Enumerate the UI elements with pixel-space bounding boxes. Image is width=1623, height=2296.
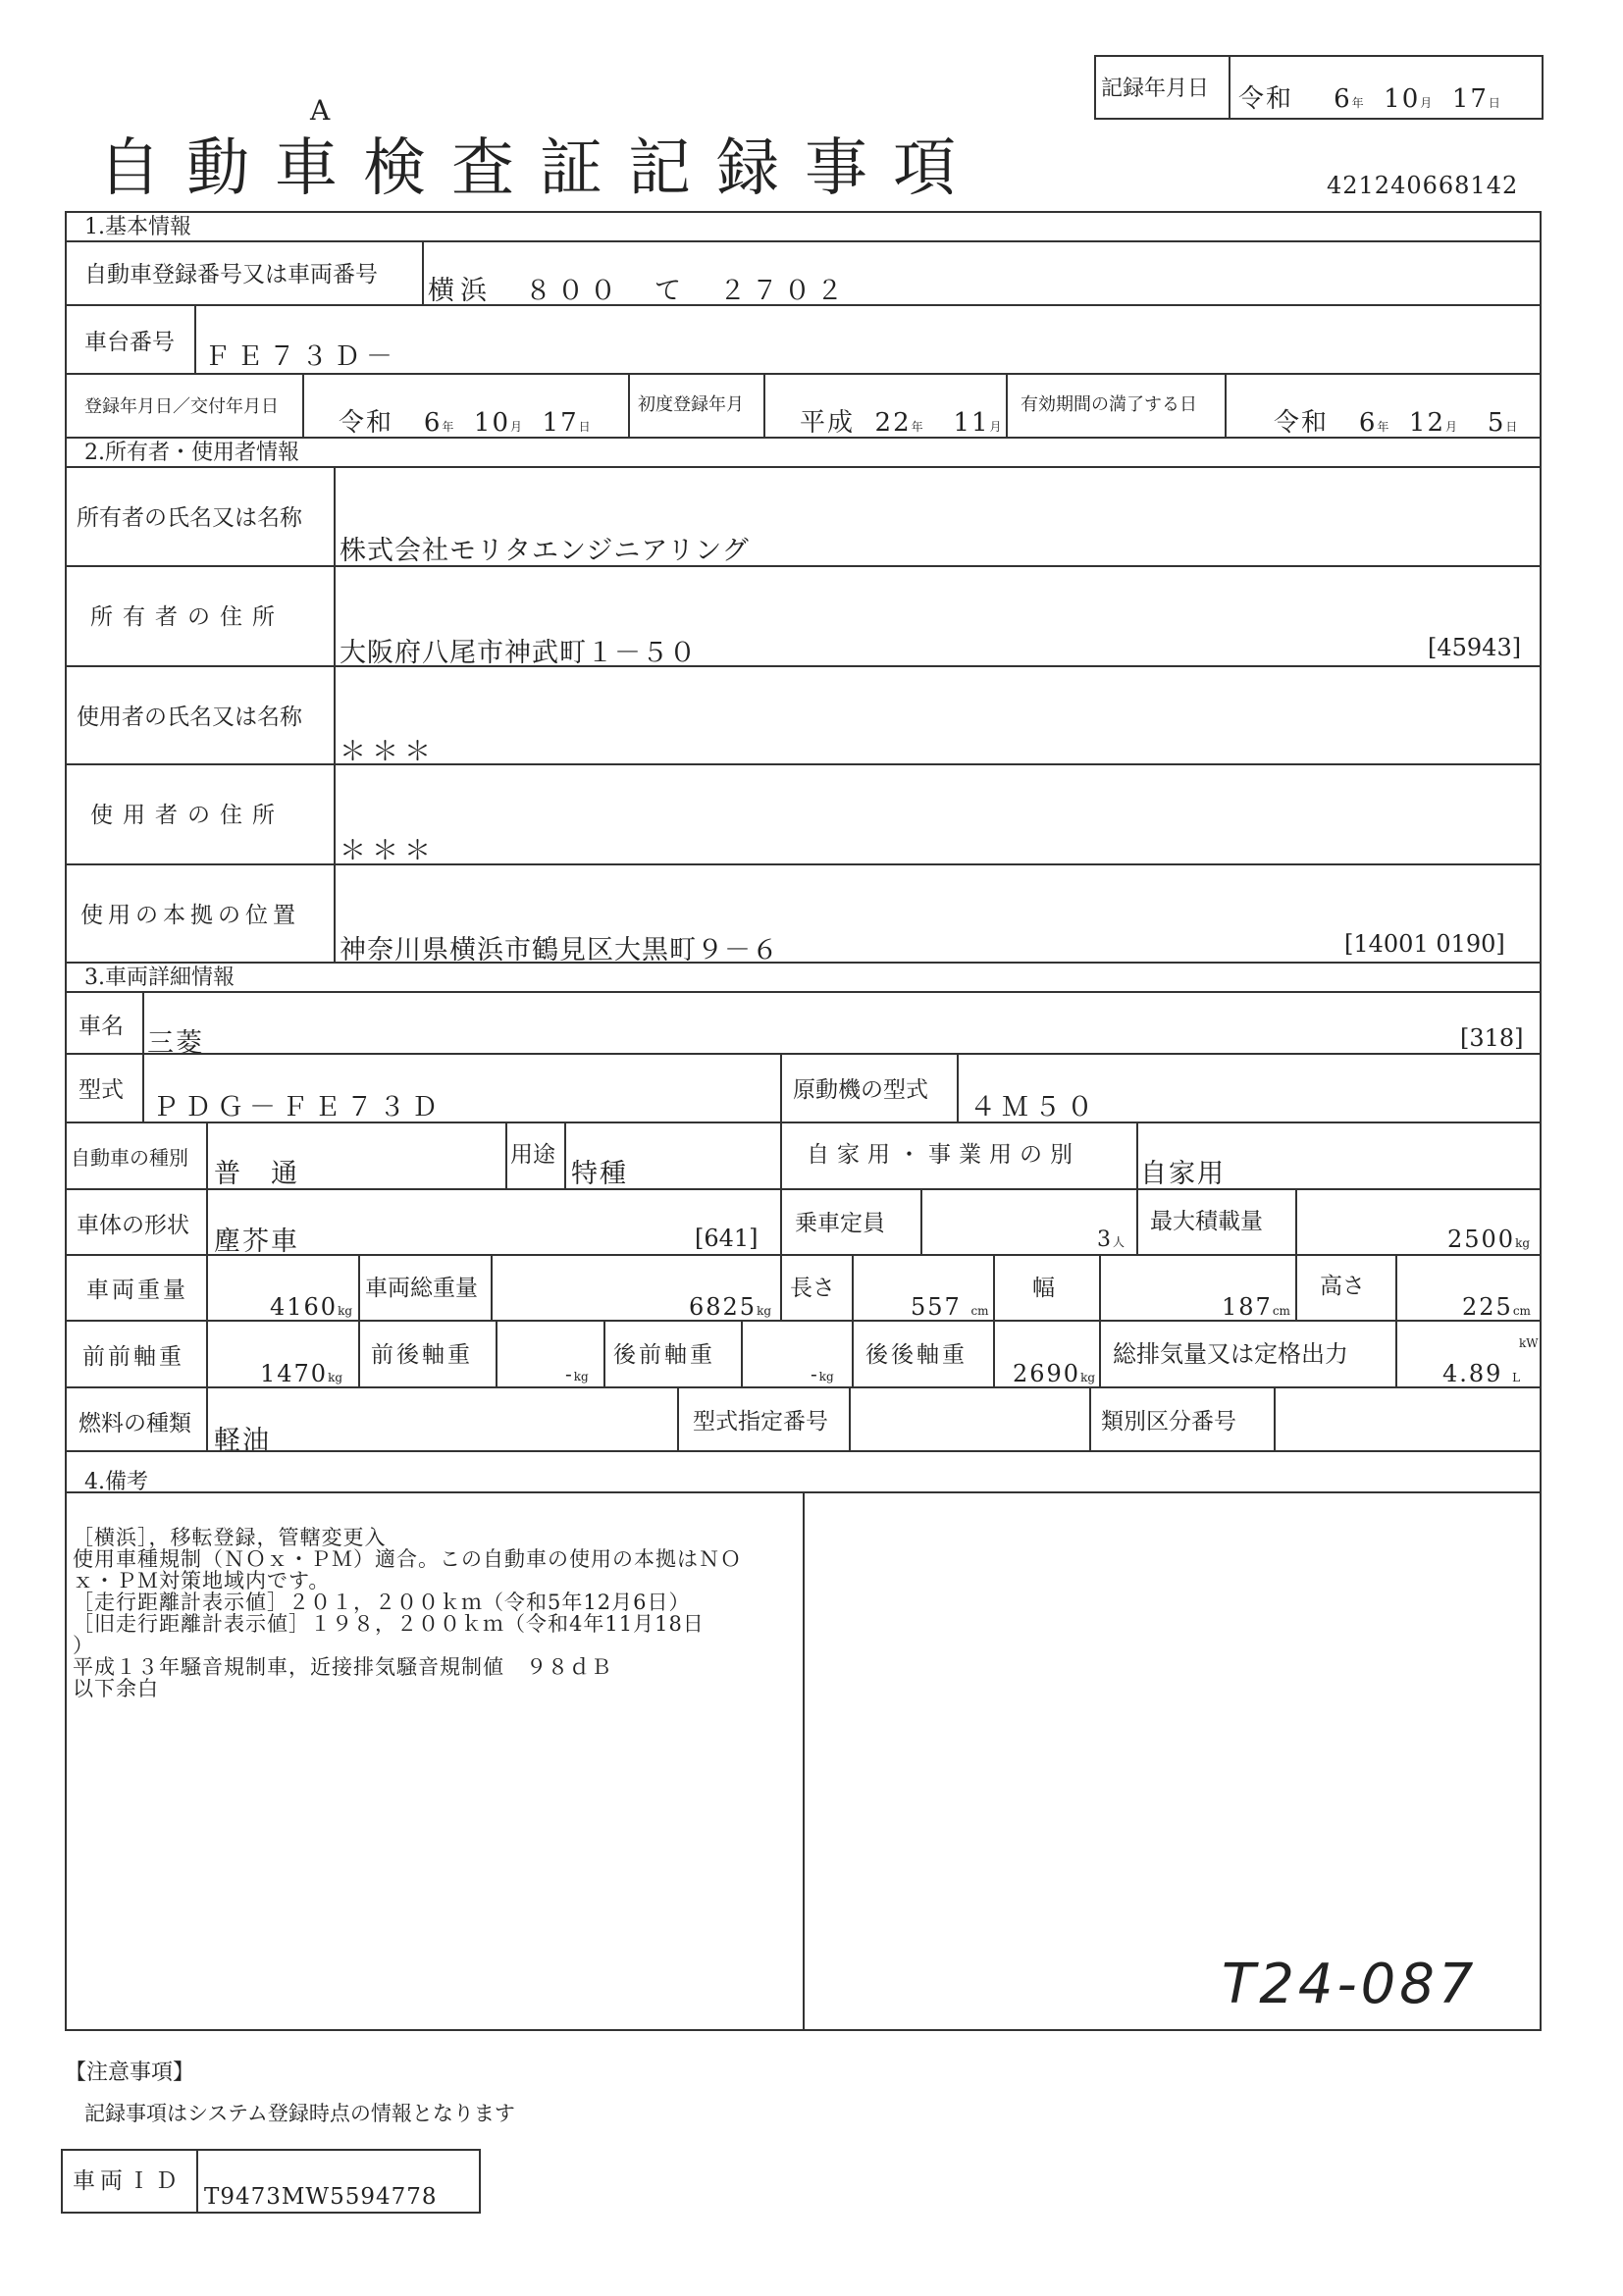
use-label: 用途 [510, 1142, 555, 1168]
capacity: 3人 [1097, 1227, 1126, 1252]
width: 187cm [1222, 1293, 1290, 1321]
doc-number: 421240668142 [1327, 172, 1519, 199]
displacement-label: 総排気量又は定格出力 [1113, 1340, 1348, 1368]
name-label: 車名 [79, 1014, 124, 1039]
body-code: [641] [695, 1225, 759, 1252]
vehicle-name-code: [318] [1460, 1024, 1524, 1052]
doc-mark: A [310, 94, 331, 127]
height-label: 高さ [1320, 1274, 1365, 1299]
gross-weight-label: 車両総重量 [365, 1276, 478, 1301]
vehicle-name: 三菱 [147, 1028, 204, 1059]
reg-number: 横浜 ８００ て ２７０２ [428, 276, 849, 306]
chassis-number: ＦＥ７３Ｄ－ [204, 341, 398, 372]
fr-axle-weight: -kg [565, 1362, 589, 1385]
rr-axle-weight: 2690kg [1013, 1360, 1096, 1387]
record-date-label: 記録年月日 [1101, 77, 1210, 101]
vehicle-use: 特種 [571, 1159, 628, 1189]
user-address-label: 使用者の住所 [90, 803, 285, 828]
length-label: 長さ [790, 1276, 835, 1301]
max-load-label: 最大積載量 [1150, 1209, 1263, 1234]
fuel-type: 軽油 [214, 1426, 271, 1456]
owner-name-label: 所有者の氏名又は名称 [77, 505, 302, 531]
engine-label: 原動機の型式 [793, 1077, 928, 1103]
rf-axle-weight: -kg [811, 1362, 834, 1385]
ff-axle-label: 前前軸重 [82, 1344, 184, 1370]
reg-date-label: 登録年月日／交付年月日 [84, 396, 279, 417]
length: 557 cm [911, 1293, 989, 1321]
vehicle-id: T9473MW5594778 [204, 2184, 438, 2210]
type-designation-label: 型式指定番号 [693, 1409, 828, 1435]
body-shape: 塵芥車 [214, 1226, 299, 1257]
base-location-label: 使用の本拠の位置 [80, 903, 300, 928]
category-label: 類別区分番号 [1101, 1409, 1236, 1435]
type-label: 自動車の種別 [71, 1146, 188, 1170]
page-title: 自動車検査証記録事項 [98, 132, 981, 205]
expiry-label: 有効期間の満了する日 [1021, 394, 1197, 415]
weight-label: 車両重量 [86, 1278, 188, 1303]
max-load: 2500kg [1447, 1226, 1531, 1253]
fr-axle-label: 前後軸重 [371, 1342, 473, 1368]
section4-title: 4.備考 [84, 1470, 148, 1494]
rf-axle-label: 後前軸重 [613, 1342, 715, 1368]
first-reg-date: 平成 22年 11月 [800, 408, 1002, 438]
remarks-notes: ［横浜］，移転登録，管轄変更入 使用車種規制（ＮＯｘ・ＰＭ）適合。この自動車の使用の本拠はＮＯ ｘ・ＰＭ対策地域内です。 ［走行距離計表示値］２０１，２００ｋｍ（令和5年12月6日） ［旧走行距離計表示値］１９８，２００ｋｍ（令和4年11月18日 ） 平成１３年騒音規制車，近接排気騒音規制値 ９８ｄＢ 以下余白 [73, 1526, 742, 1700]
base-location: 神奈川県横浜市鶴見区大黒町９－６ [340, 935, 779, 965]
width-label: 幅 [1032, 1276, 1055, 1301]
vehicle-weight: 4160kg [270, 1293, 353, 1321]
kw-unit: kW [1519, 1336, 1539, 1350]
record-date: 令和 6年 10月 17日 [1238, 84, 1500, 114]
displacement: 4.89 L [1442, 1360, 1521, 1387]
model-label: 型式 [79, 1077, 124, 1103]
reg-number-label: 自動車登録番号又は車両番号 [84, 262, 378, 287]
ff-axle-weight: 1470kg [260, 1360, 343, 1387]
section3-title: 3.車両詳細情報 [84, 965, 235, 990]
owner-address-code: [45943] [1428, 634, 1522, 661]
notice-text: 記録事項はシステム登録時点の情報となります [84, 2102, 515, 2125]
fuel-label: 燃料の種類 [79, 1411, 191, 1436]
user-name: ＊＊＊ [340, 737, 437, 767]
notice-title: 【注意事項】 [65, 2061, 195, 2085]
gross-weight: 6825kg [689, 1293, 772, 1321]
first-reg-label: 初度登録年月 [638, 394, 744, 415]
user-address: ＊＊＊ [340, 836, 437, 866]
model: ＰＤＧ－ＦＥ７３Ｄ [152, 1092, 444, 1122]
vehicle-type: 普 通 [214, 1159, 299, 1189]
rr-axle-label: 後後軸重 [865, 1342, 968, 1368]
owner-address-label: 所有者の住所 [90, 604, 285, 630]
handwritten-number: T24-087 [1222, 1953, 1478, 2016]
capacity-label: 乗車定員 [795, 1211, 885, 1236]
private-label: 自家用・事業用の別 [807, 1142, 1080, 1168]
reg-date: 令和 6年 10月 17日 [339, 408, 591, 438]
body-label: 車体の形状 [77, 1213, 189, 1238]
expiry-date: 令和 6年 12月 5日 [1274, 408, 1518, 438]
section2-title: 2.所有者・使用者情報 [84, 441, 299, 465]
chassis-label: 車台番号 [84, 330, 175, 355]
private-or-business: 自家用 [1140, 1159, 1226, 1189]
section1-title: 1.基本情報 [84, 215, 191, 239]
engine-model: ４Ｍ５０ [969, 1092, 1099, 1122]
user-name-label: 使用者の氏名又は名称 [77, 704, 302, 730]
base-location-code: [14001 0190] [1344, 930, 1505, 958]
vehicle-id-label: 車両ＩＤ [73, 2168, 183, 2194]
owner-name: 株式会社モリタエンジニアリング [340, 536, 750, 566]
owner-address: 大阪府八尾市神武町１－５０ [340, 638, 697, 668]
height: 225cm [1462, 1293, 1531, 1321]
